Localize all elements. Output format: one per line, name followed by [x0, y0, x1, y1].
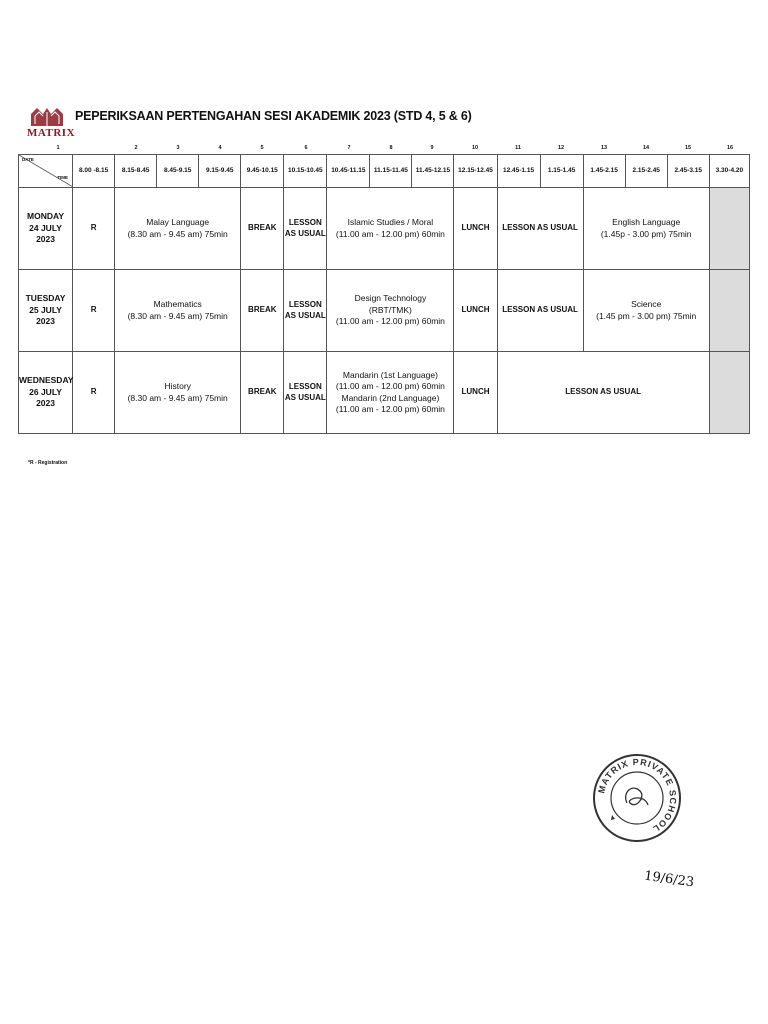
exam-time: (11.00 am - 12.00 pm) 60min [335, 316, 445, 327]
exam-time: (8.30 am - 9.45 am) 75min [127, 392, 228, 403]
exam-subject: History [164, 381, 191, 392]
exam-cell [115, 270, 241, 352]
exam-subject: Design Technology [354, 293, 427, 304]
day-cell [19, 352, 73, 434]
period-number: 11 [515, 145, 521, 151]
time-slot: 8.00 -8.15 [73, 155, 115, 188]
time-slot: 8.45-9.15 [157, 155, 199, 188]
day-name: MONDAY [27, 211, 65, 222]
time-slot: 11.45-12.15 [412, 155, 454, 188]
logo-text: MATRIX [27, 127, 76, 139]
exam-subject: Malay Language [146, 217, 210, 228]
lesson-cell: LESSON AS USUAL [284, 188, 327, 270]
break-cell: BREAK [241, 270, 284, 352]
period-number: 3 [176, 145, 180, 151]
time-slot: 2.15-2.45 [625, 155, 667, 188]
exam-subject: Mandarin (1st Language) [342, 369, 438, 380]
lesson-cell: LESSON AS USUAL [497, 270, 583, 352]
footnote: *R - Registration [28, 460, 68, 466]
exam-schedule-table [18, 154, 750, 434]
time-slot: 10.45-11.15 [327, 155, 370, 188]
time-slot: 2.45-3.15 [667, 155, 709, 188]
time-slot: 8.15-8.45 [115, 155, 157, 188]
schedule-row-monday [19, 188, 750, 270]
exam-time: (11.00 am - 12.00 pm) 60min [335, 228, 445, 239]
lunch-cell: LUNCH [454, 188, 497, 270]
period-number: 7 [347, 145, 351, 151]
exam-time: (11.00 am - 12.00 pm) 60min [335, 381, 445, 392]
exam-time: (8.30 am - 9.45 am) 75min [127, 310, 228, 321]
school-logo-icon [27, 104, 76, 146]
exam-subtitle: (RBT/TMK) [368, 304, 412, 315]
shaded-cell [709, 188, 749, 270]
time-slot: 12.45-1.15 [497, 155, 540, 188]
period-number: 13 [600, 145, 608, 151]
time-slot: 9.45-10.15 [241, 155, 284, 188]
day-date: 26 JULY 2023 [29, 386, 62, 409]
period-number: 8 [389, 145, 393, 151]
exam-cell [115, 352, 241, 434]
day-date: 25 JULY 2023 [29, 304, 62, 327]
exam-time: (11.00 am - 12.00 pm) 60min [335, 403, 445, 414]
lunch-cell: LUNCH [454, 352, 497, 434]
exam-cell [327, 352, 454, 434]
exam-subject: Mandarin (2nd Language) [341, 392, 440, 403]
day-date: 24 JULY 2023 [29, 222, 62, 245]
exam-subject: Islamic Studies / Moral [347, 217, 434, 228]
period-number: 4 [218, 145, 222, 151]
time-slot: 9.15-9.45 [199, 155, 241, 188]
handwritten-date: 19/6/23 [643, 868, 695, 891]
period-number: 15 [684, 145, 692, 151]
time-slot: 1.15-1.45 [540, 155, 583, 188]
shaded-cell [709, 270, 749, 352]
lesson-cell: LESSON AS USUAL [497, 352, 709, 434]
break-cell: BREAK [241, 188, 284, 270]
schedule-row-tuesday [19, 270, 750, 352]
exam-subject: English Language [612, 217, 681, 228]
lesson-cell: LESSON AS USUAL [284, 352, 327, 434]
time-slot: 11.15-11.45 [370, 155, 412, 188]
break-cell: BREAK [241, 352, 284, 434]
period-number: 14 [642, 145, 650, 151]
time-header-row [19, 155, 750, 188]
period-number: 6 [304, 145, 308, 151]
day-cell [19, 270, 73, 352]
exam-time: (8.30 am - 9.45 am) 75min [127, 228, 228, 239]
time-slot: 3.30-4.20 [709, 155, 749, 188]
period-number: 12 [557, 145, 565, 151]
page-title: PEPERIKSAAN PERTENGAHAN SESI AKADEMIK 2023 (STD 4, 5 & 6) [75, 109, 472, 123]
corner-time-label: TIME [57, 174, 69, 180]
period-number: 16 [726, 145, 734, 151]
date-time-corner-cell [19, 155, 73, 188]
exam-time: (1.45 pm - 3.00 pm) 75min [596, 310, 697, 321]
stamp-text: MATRIX PRIVATE SCHOOL [596, 756, 679, 835]
time-slot: 10.15-10.45 [284, 155, 327, 188]
period-number: 9 [430, 145, 434, 151]
period-number: 10 [471, 145, 479, 151]
lesson-cell: LESSON AS USUAL [284, 270, 327, 352]
schedule-row-wednesday [19, 352, 750, 434]
exam-subject: Science [631, 299, 662, 310]
svg-text:MATRIX PRIVATE SCHOOL [596, 757, 678, 835]
day-name: TUESDAY [25, 293, 66, 304]
lunch-cell: LUNCH [454, 270, 497, 352]
registration-cell: R [73, 270, 115, 352]
exam-cell [583, 270, 709, 352]
period-numbers [18, 145, 750, 154]
exam-time: (1.45p - 3.00 pm) 75min [600, 228, 692, 239]
day-cell [19, 188, 73, 270]
exam-cell [583, 188, 709, 270]
school-stamp-icon [592, 753, 682, 843]
exam-cell [327, 188, 454, 270]
period-number: 2 [134, 145, 138, 151]
day-name: WEDNESDAY [19, 375, 74, 386]
shaded-cell [709, 352, 749, 434]
period-number: 1 [56, 145, 60, 151]
time-slot: 1.45-2.15 [583, 155, 625, 188]
exam-cell [115, 188, 241, 270]
exam-cell [327, 270, 454, 352]
lesson-cell: LESSON AS USUAL [497, 188, 583, 270]
registration-cell: R [73, 352, 115, 434]
time-slot: 12.15-12.45 [454, 155, 497, 188]
registration-cell: R [73, 188, 115, 270]
corner-date-label: DATE [22, 157, 34, 162]
exam-subject: Mathematics [153, 299, 202, 310]
period-number: 5 [260, 145, 264, 151]
